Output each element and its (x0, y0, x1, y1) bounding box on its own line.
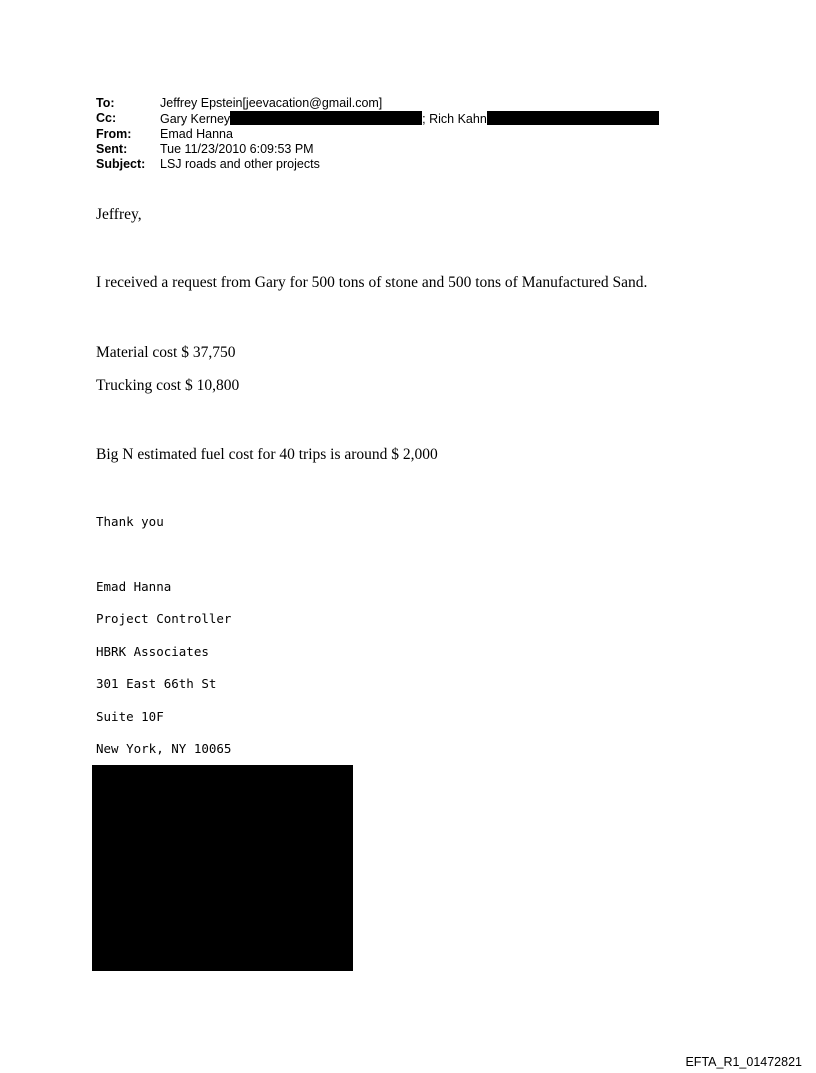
signature-company: HBRK Associates (96, 644, 209, 659)
trucking-cost: Trucking cost $ 10,800 (96, 377, 240, 394)
redaction-cc-1 (230, 111, 422, 125)
from-value: Emad Hanna (160, 126, 233, 141)
sent-label: Sent: (96, 141, 128, 156)
cc-value (160, 111, 659, 127)
redaction-cc-2 (487, 111, 659, 125)
subject-value: LSJ roads and other projects (160, 157, 320, 172)
to-value: Jeffrey Epstein[jeevacation@gmail.com] (160, 96, 383, 110)
signature-thanks: Thank you (96, 514, 164, 529)
to-label: To: (96, 96, 115, 110)
signature-suite: Suite 10F (96, 709, 164, 724)
bates-number: EFTA_R1_01472821 (685, 1055, 802, 1069)
signature-city: New York, NY 10065 (96, 741, 232, 756)
from-label: From: (96, 126, 132, 141)
cc-label: Cc: (96, 111, 117, 126)
redaction-block (92, 765, 353, 971)
request-paragraph: I received a request from Gary for 500 tons of stone and 500 tons of Manufactured Sand. (96, 274, 648, 291)
subject-label: Subject: (96, 157, 146, 172)
signature-title: Project Controller (96, 611, 232, 626)
fuel-cost: Big N estimated fuel cost for 40 trips is around $ 2,000 (96, 446, 438, 463)
cc-name-2: ; Rich Kahn (422, 112, 487, 127)
sent-value: Tue 11/23/2010 6:09:53 PM (160, 141, 314, 156)
cc-name-1: Gary Kerney (160, 112, 231, 127)
greeting: Jeffrey, (96, 206, 142, 223)
signature-name: Emad Hanna (96, 579, 172, 594)
signature-street: 301 East 66th St (96, 676, 217, 691)
material-cost: Material cost $ 37,750 (96, 344, 236, 361)
